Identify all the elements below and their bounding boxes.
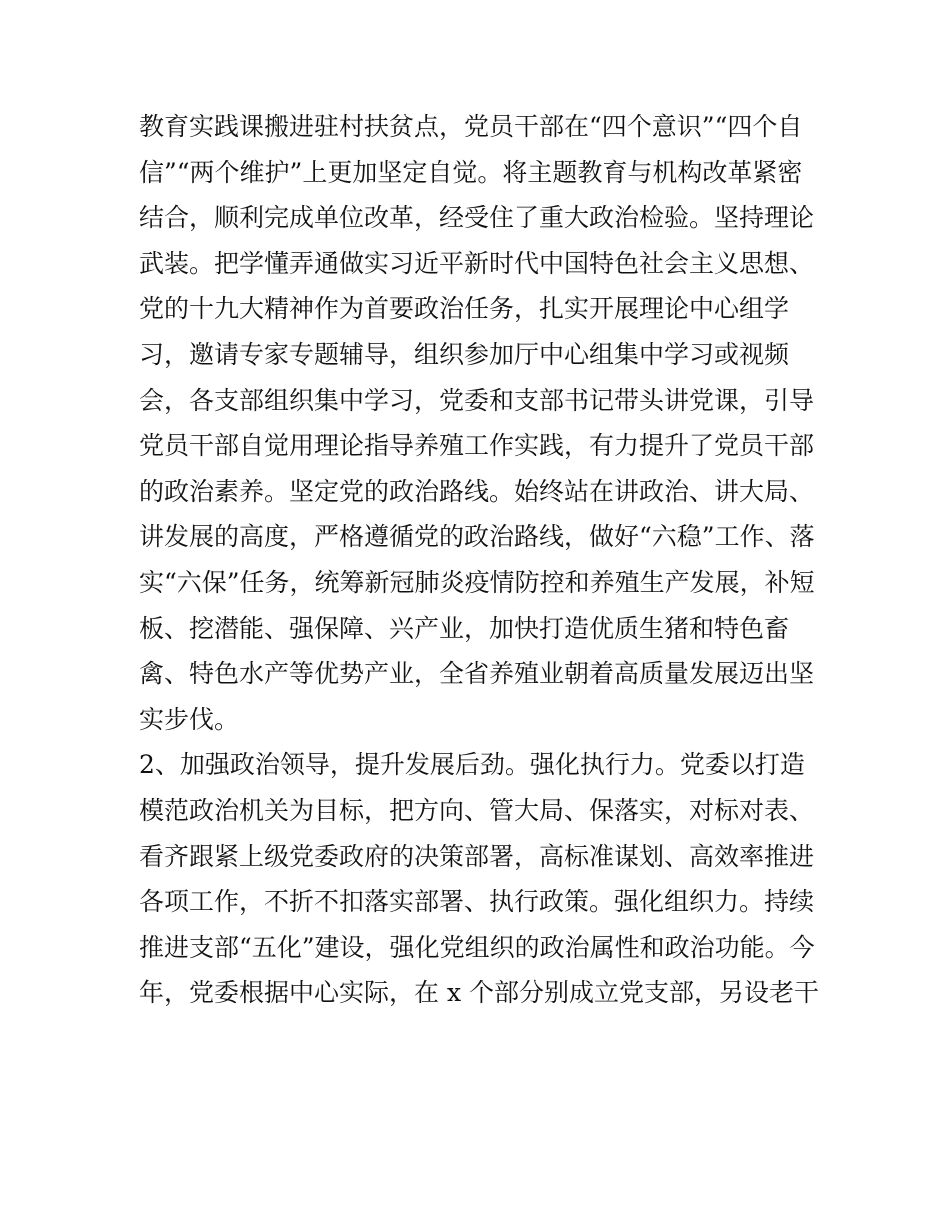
body-text xyxy=(139,104,819,1016)
text-line: 信”“两个维护”上更加坚定自觉。将主题教育与机构改革紧密 xyxy=(139,157,803,187)
text-line: 2、加强政治领导，提升发展后劲。强化执行力。党委以打造 xyxy=(139,750,805,780)
text-line: 实步伐。 xyxy=(139,704,240,734)
text-line: 武装。把学懂弄通做实习近平新时代中国特色社会主义思想、 xyxy=(139,248,815,278)
text-line: 各项工作，不折不扣落实部署、执行政策。强化组织力。持续 xyxy=(139,887,815,917)
text-line: 讲发展的高度，严格遵循党的政治路线，做好“六稳”工作、落 xyxy=(139,522,815,552)
text-line: 习，邀请专家专题辅导，组织参加厅中心组集中学习或视频 xyxy=(139,339,790,369)
text-line: 看齐跟紧上级党委政府的决策部署，高标准谋划、高效率推进 xyxy=(139,841,815,871)
text-line: 实“六保”任务，统筹新冠肺炎疫情防控和养殖生产发展，补短 xyxy=(139,567,815,597)
text-line: 结合，顺利完成单位改革，经受住了重大政治检验。坚持理论 xyxy=(139,203,815,233)
text-line: 党员干部自觉用理论指导养殖工作实践，有力提升了党员干部 xyxy=(139,431,815,461)
text-line: 会，各支部组织集中学习，党委和支部书记带头讲党课，引导 xyxy=(139,385,815,415)
text-line: 年，党委根据中心实际，在 x 个部分别成立党支部，另设老干 xyxy=(139,978,819,1008)
text-line: 禽、特色水产等优势产业，全省养殖业朝着高质量发展迈出坚 xyxy=(139,659,815,689)
text-line: 党的十九大精神作为首要政治任务，扎实开展理论中心组学 xyxy=(139,294,790,324)
text-line: 模范政治机关为目标，把方向、管大局、保落实，对标对表、 xyxy=(139,795,815,825)
text-line: 推进支部“五化”建设，强化党组织的政治属性和政治功能。今 xyxy=(139,932,815,962)
text-line: 板、挖潜能、强保障、兴产业，加快打造优质生猪和特色畜 xyxy=(139,613,790,643)
text-line: 的政治素养。坚定党的政治路线。始终站在讲政治、讲大局、 xyxy=(139,476,815,506)
text-line: 教育实践课搬进驻村扶贫点，党员干部在“四个意识”“四个自 xyxy=(139,112,803,141)
